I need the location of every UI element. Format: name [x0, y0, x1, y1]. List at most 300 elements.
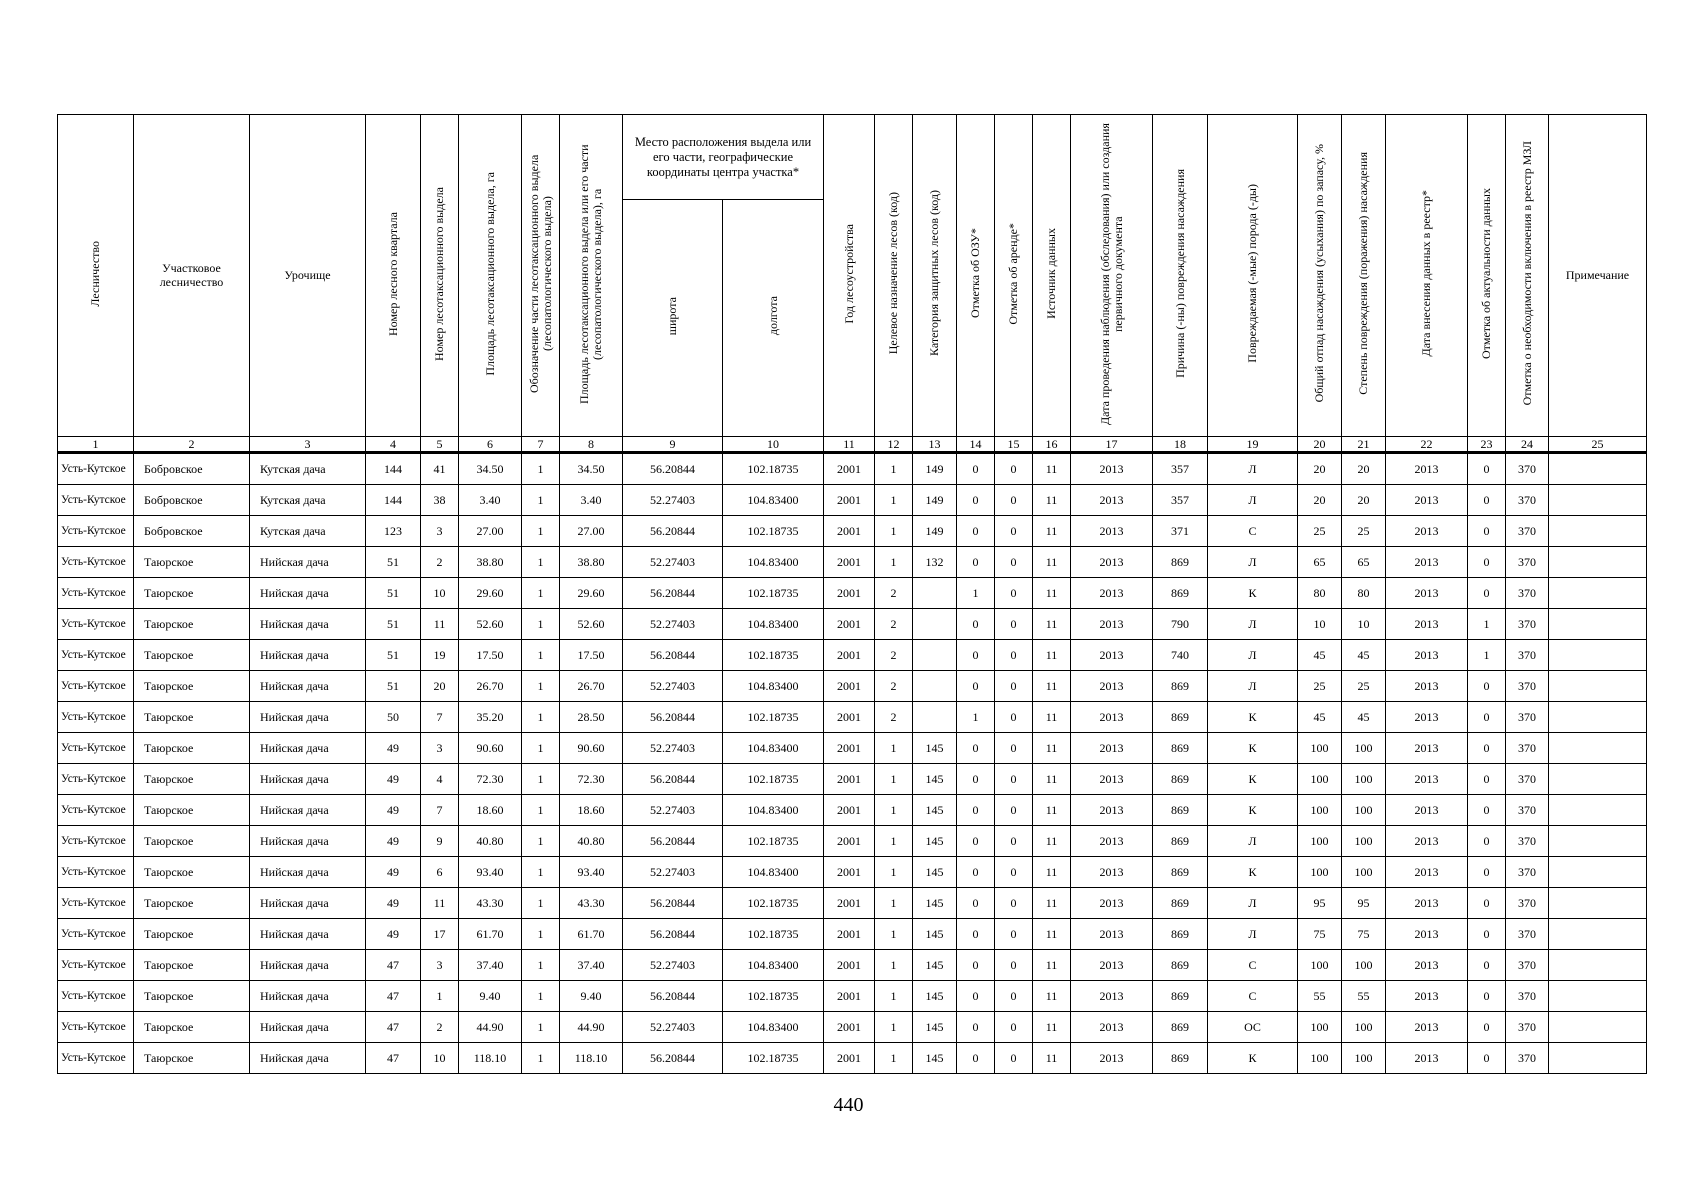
table-cell: 102.18735 — [723, 1043, 824, 1074]
table-cell: Таюрское — [134, 764, 250, 795]
table-cell: 55 — [1298, 981, 1342, 1012]
table-cell: Нийская дача — [250, 578, 366, 609]
table-cell: 4 — [421, 764, 459, 795]
table-cell: Усть-Кутское — [58, 733, 134, 764]
table-cell: 47 — [366, 1012, 421, 1043]
table-cell: 104.83400 — [723, 733, 824, 764]
table-cell: 0 — [995, 453, 1033, 485]
table-cell: 100 — [1298, 795, 1342, 826]
table-cell: 29.60 — [560, 578, 623, 609]
table-cell: 1 — [522, 702, 560, 733]
table-cell: 145 — [913, 764, 957, 795]
table-cell: 1 — [522, 453, 560, 485]
table-cell: 1 — [875, 950, 913, 981]
table-cell — [1549, 1012, 1647, 1043]
header-istochnik-dannykh: Источник данных — [1033, 115, 1071, 437]
table-cell: К — [1208, 795, 1298, 826]
table-cell: К — [1208, 702, 1298, 733]
table-cell: 2013 — [1071, 981, 1153, 1012]
table-cell: 25 — [1342, 671, 1386, 702]
header-primechanie: Примечание — [1549, 115, 1647, 437]
table-cell: 2001 — [824, 702, 875, 733]
table-cell: 1 — [522, 764, 560, 795]
table-cell: 1 — [522, 578, 560, 609]
table-cell: 2001 — [824, 1043, 875, 1074]
table-cell: 2013 — [1071, 609, 1153, 640]
table-cell: Таюрское — [134, 950, 250, 981]
table-cell: 1 — [1468, 609, 1506, 640]
table-cell: 869 — [1153, 578, 1208, 609]
table-cell: 1 — [875, 981, 913, 1012]
table-cell: Бобровское — [134, 485, 250, 516]
forest-damage-registry-table — [57, 114, 1647, 1074]
table-cell — [913, 578, 957, 609]
table-cell: Бобровское — [134, 453, 250, 485]
table-cell: 2013 — [1071, 857, 1153, 888]
table-cell: 2013 — [1386, 609, 1468, 640]
table-cell: 49 — [366, 857, 421, 888]
table-cell: 370 — [1506, 485, 1549, 516]
table-cell: 2013 — [1386, 919, 1468, 950]
table-cell: 1 — [522, 733, 560, 764]
table-cell: Усть-Кутское — [58, 453, 134, 485]
table-cell: 0 — [1468, 981, 1506, 1012]
table-cell: 104.83400 — [723, 857, 824, 888]
table-cell — [1549, 547, 1647, 578]
table-cell: 1 — [522, 919, 560, 950]
column-number: 15 — [995, 437, 1033, 453]
table-cell: 61.70 — [560, 919, 623, 950]
table-cell: Нийская дача — [250, 826, 366, 857]
column-number: 3 — [250, 437, 366, 453]
table-cell: 132 — [913, 547, 957, 578]
table-cell: 1 — [522, 671, 560, 702]
table-cell: 0 — [957, 1043, 995, 1074]
table-cell: 2013 — [1071, 1012, 1153, 1043]
table-cell: 2013 — [1386, 981, 1468, 1012]
table-cell: 869 — [1153, 857, 1208, 888]
table-cell: 2013 — [1071, 888, 1153, 919]
table-cell: 1 — [875, 857, 913, 888]
table-cell: Таюрское — [134, 733, 250, 764]
table-cell: 2013 — [1071, 578, 1153, 609]
table-cell: 2001 — [824, 857, 875, 888]
table-cell: 34.50 — [560, 453, 623, 485]
table-cell: 1 — [875, 516, 913, 547]
table-cell: Таюрское — [134, 547, 250, 578]
table-cell: 2 — [875, 578, 913, 609]
column-number: 10 — [723, 437, 824, 453]
table-cell: 0 — [957, 671, 995, 702]
table-cell: 2013 — [1071, 733, 1153, 764]
table-cell: 2013 — [1071, 453, 1153, 485]
table-cell: 0 — [995, 578, 1033, 609]
table-cell: 17 — [421, 919, 459, 950]
table-cell: 20 — [1298, 453, 1342, 485]
table-cell: Нийская дача — [250, 950, 366, 981]
table-cell: 2001 — [824, 733, 875, 764]
table-cell: 56.20844 — [623, 919, 723, 950]
table-cell: 2001 — [824, 826, 875, 857]
table-cell: 55 — [1342, 981, 1386, 1012]
table-cell: 9 — [421, 826, 459, 857]
table-cell: Нийская дача — [250, 733, 366, 764]
table-cell: С — [1208, 516, 1298, 547]
table-row — [58, 516, 1647, 547]
table-cell: 1 — [875, 485, 913, 516]
table-cell: 104.83400 — [723, 547, 824, 578]
table-row — [58, 453, 1647, 485]
table-cell: 0 — [1468, 578, 1506, 609]
table-cell: 52.27403 — [623, 1012, 723, 1043]
table-cell: 100 — [1342, 950, 1386, 981]
table-cell: 56.20844 — [623, 888, 723, 919]
column-number: 20 — [1298, 437, 1342, 453]
table-cell: 56.20844 — [623, 1043, 723, 1074]
table-cell: 145 — [913, 950, 957, 981]
table-cell: 2013 — [1386, 1012, 1468, 1043]
header-god-lesoustroystva: Год лесоустройства — [824, 115, 875, 437]
header-shirota: широта — [623, 200, 723, 437]
header-ploshchad-chasti: Площадь лесотаксационного выдела или его части (лесопатологического выдела), га — [560, 115, 623, 437]
table-cell: С — [1208, 981, 1298, 1012]
table-cell: 11 — [1033, 888, 1071, 919]
table-cell: 104.83400 — [723, 1012, 824, 1043]
table-cell: 740 — [1153, 640, 1208, 671]
table-cell: 2001 — [824, 609, 875, 640]
table-cell: Усть-Кутское — [58, 640, 134, 671]
table-cell: 869 — [1153, 702, 1208, 733]
table-cell: 38.80 — [459, 547, 522, 578]
table-cell: 56.20844 — [623, 453, 723, 485]
table-cell: 20 — [1342, 453, 1386, 485]
table-cell: Нийская дача — [250, 981, 366, 1012]
table-cell: Нийская дача — [250, 857, 366, 888]
table-cell: 790 — [1153, 609, 1208, 640]
table-cell: 869 — [1153, 795, 1208, 826]
table-cell: 2013 — [1071, 764, 1153, 795]
table-cell: Л — [1208, 453, 1298, 485]
table-cell: 1 — [957, 702, 995, 733]
table-cell: 144 — [366, 453, 421, 485]
table-cell: 2013 — [1071, 640, 1153, 671]
table-cell: 104.83400 — [723, 485, 824, 516]
table-cell: Таюрское — [134, 1012, 250, 1043]
table-cell: 0 — [995, 950, 1033, 981]
table-cell: 0 — [1468, 950, 1506, 981]
table-cell: 102.18735 — [723, 578, 824, 609]
table-cell: 0 — [957, 640, 995, 671]
table-cell: 27.00 — [459, 516, 522, 547]
table-cell: 1 — [522, 981, 560, 1012]
table-cell: 102.18735 — [723, 640, 824, 671]
table-cell — [1549, 826, 1647, 857]
table-cell: 25 — [1342, 516, 1386, 547]
table-cell: Л — [1208, 919, 1298, 950]
table-row — [58, 857, 1647, 888]
table-cell: 2 — [875, 609, 913, 640]
table-cell: 11 — [1033, 857, 1071, 888]
table-row — [58, 671, 1647, 702]
table-cell: 93.40 — [560, 857, 623, 888]
table-cell: 1 — [522, 888, 560, 919]
table-cell: 0 — [957, 919, 995, 950]
table-cell: 25 — [1298, 671, 1342, 702]
table-cell: 1 — [522, 640, 560, 671]
table-cell: Кутская дача — [250, 485, 366, 516]
table-cell: 0 — [957, 950, 995, 981]
table-cell: 45 — [1298, 640, 1342, 671]
table-cell: 0 — [995, 547, 1033, 578]
table-cell: Бобровское — [134, 516, 250, 547]
table-cell: 2001 — [824, 547, 875, 578]
column-number: 12 — [875, 437, 913, 453]
table-cell: К — [1208, 764, 1298, 795]
table-cell: Усть-Кутское — [58, 888, 134, 919]
table-cell: 0 — [957, 609, 995, 640]
table-cell: 65 — [1298, 547, 1342, 578]
header-data-vneseniya: Дата внесения данных в реестр* — [1386, 115, 1468, 437]
table-cell: 65 — [1342, 547, 1386, 578]
table-cell: 11 — [1033, 1012, 1071, 1043]
table-cell: 51 — [366, 671, 421, 702]
table-cell: 2013 — [1386, 764, 1468, 795]
table-cell: 145 — [913, 795, 957, 826]
table-cell: 19 — [421, 640, 459, 671]
table-cell: 7 — [421, 702, 459, 733]
table-cell: 0 — [995, 671, 1033, 702]
table-cell: 100 — [1342, 826, 1386, 857]
header-dolgota: долгота — [723, 200, 824, 437]
table-cell: 2 — [875, 671, 913, 702]
table-cell: 80 — [1342, 578, 1386, 609]
table-cell: 2013 — [1386, 702, 1468, 733]
table-cell: 52.27403 — [623, 485, 723, 516]
table-cell: 50 — [366, 702, 421, 733]
table-cell: 0 — [957, 795, 995, 826]
table-cell: Усть-Кутское — [58, 547, 134, 578]
table-cell: Таюрское — [134, 609, 250, 640]
table-cell: 0 — [1468, 733, 1506, 764]
table-cell: 0 — [1468, 1012, 1506, 1043]
table-cell: 56.20844 — [623, 640, 723, 671]
table-cell: 20 — [421, 671, 459, 702]
table-cell: 145 — [913, 919, 957, 950]
table-cell: 47 — [366, 1043, 421, 1074]
table-row — [58, 578, 1647, 609]
table-cell: ОС — [1208, 1012, 1298, 1043]
header-otmetka-aktualnosti: Отметка об актуальности данных — [1468, 115, 1506, 437]
table-cell: 26.70 — [459, 671, 522, 702]
table-cell: 28.50 — [560, 702, 623, 733]
table-cell — [1549, 640, 1647, 671]
table-cell: 869 — [1153, 1043, 1208, 1074]
table-cell — [1549, 609, 1647, 640]
table-cell: 0 — [957, 1012, 995, 1043]
table-cell: 370 — [1506, 764, 1549, 795]
table-cell: 2001 — [824, 453, 875, 485]
column-number: 7 — [522, 437, 560, 453]
table-cell: 0 — [1468, 671, 1506, 702]
table-row — [58, 919, 1647, 950]
table-cell: 56.20844 — [623, 702, 723, 733]
table-cell: 869 — [1153, 1012, 1208, 1043]
table-cell: 118.10 — [459, 1043, 522, 1074]
table-row — [58, 702, 1647, 733]
table-cell — [1549, 950, 1647, 981]
table-row — [58, 547, 1647, 578]
table-cell: 11 — [1033, 826, 1071, 857]
table-cell: Таюрское — [134, 795, 250, 826]
table-cell: 49 — [366, 888, 421, 919]
table-cell: 11 — [1033, 640, 1071, 671]
table-cell: 18.60 — [560, 795, 623, 826]
table-cell: 149 — [913, 453, 957, 485]
table-cell: 11 — [1033, 485, 1071, 516]
table-cell: 0 — [995, 919, 1033, 950]
table-cell: 2013 — [1386, 888, 1468, 919]
table-cell: 11 — [1033, 981, 1071, 1012]
table-cell: 370 — [1506, 516, 1549, 547]
column-number: 2 — [134, 437, 250, 453]
table-cell: Таюрское — [134, 578, 250, 609]
table-cell: 2013 — [1386, 733, 1468, 764]
table-cell: 104.83400 — [723, 795, 824, 826]
table-cell: 2013 — [1071, 795, 1153, 826]
table-cell: 7 — [421, 795, 459, 826]
table-cell: 2013 — [1386, 671, 1468, 702]
table-cell: 145 — [913, 888, 957, 919]
table-cell: Усть-Кутское — [58, 1012, 134, 1043]
table-cell: 43.30 — [560, 888, 623, 919]
table-cell: 43.30 — [459, 888, 522, 919]
table-cell: 80 — [1298, 578, 1342, 609]
table-cell: 2013 — [1071, 516, 1153, 547]
table-cell: 2001 — [824, 888, 875, 919]
table-cell: 72.30 — [459, 764, 522, 795]
table-cell: Нийская дача — [250, 919, 366, 950]
column-number: 4 — [366, 437, 421, 453]
table-cell: 0 — [995, 516, 1033, 547]
table-cell — [1549, 919, 1647, 950]
table-cell: 11 — [1033, 516, 1071, 547]
table-cell: Усть-Кутское — [58, 485, 134, 516]
table-cell: 10 — [421, 578, 459, 609]
table-cell: 2001 — [824, 485, 875, 516]
header-uchastkovoe: Участковое лесничество — [134, 115, 250, 437]
table-cell — [1549, 453, 1647, 485]
table-cell: Нийская дача — [250, 888, 366, 919]
table-cell: Усть-Кутское — [58, 702, 134, 733]
table-cell: 35.20 — [459, 702, 522, 733]
table-cell: 2001 — [824, 795, 875, 826]
table-cell: 0 — [957, 485, 995, 516]
table-cell: 51 — [366, 578, 421, 609]
table-cell: 370 — [1506, 578, 1549, 609]
table-cell: 25 — [1298, 516, 1342, 547]
table-cell: Л — [1208, 609, 1298, 640]
table-cell: 2001 — [824, 981, 875, 1012]
table-cell: Л — [1208, 671, 1298, 702]
table-cell: 3 — [421, 516, 459, 547]
table-cell: Л — [1208, 826, 1298, 857]
table-cell: 869 — [1153, 826, 1208, 857]
table-cell: К — [1208, 578, 1298, 609]
table-cell — [913, 671, 957, 702]
table-cell: Л — [1208, 888, 1298, 919]
table-cell: 52.27403 — [623, 609, 723, 640]
table-cell: 145 — [913, 981, 957, 1012]
table-cell: 0 — [957, 547, 995, 578]
table-cell: 370 — [1506, 981, 1549, 1012]
table-row — [58, 485, 1647, 516]
table-cell: 0 — [957, 888, 995, 919]
table-cell: 1 — [522, 795, 560, 826]
table-cell: 52.27403 — [623, 671, 723, 702]
table-cell: 2013 — [1386, 857, 1468, 888]
table-cell: 102.18735 — [723, 826, 824, 857]
header-tselevoe-naznachenie: Целевое назначение лесов (код) — [875, 115, 913, 437]
table-cell: 370 — [1506, 702, 1549, 733]
table-cell: 38 — [421, 485, 459, 516]
table-cell: 37.40 — [560, 950, 623, 981]
table-cell: 102.18735 — [723, 764, 824, 795]
table-row — [58, 888, 1647, 919]
table-cell: 357 — [1153, 453, 1208, 485]
table-cell: 1 — [522, 609, 560, 640]
table-cell — [1549, 516, 1647, 547]
table-cell: 370 — [1506, 640, 1549, 671]
table-cell — [1549, 671, 1647, 702]
header-prichina-povrezhdeniya: Причина (-ны) повреждения насаждения — [1153, 115, 1208, 437]
table-cell: 0 — [995, 485, 1033, 516]
table-cell: 1 — [875, 733, 913, 764]
column-number: 24 — [1506, 437, 1549, 453]
table-cell: 51 — [366, 640, 421, 671]
table-cell: Усть-Кутское — [58, 919, 134, 950]
table-cell: 56.20844 — [623, 516, 723, 547]
table-cell: 26.70 — [560, 671, 623, 702]
table-cell: Кутская дача — [250, 516, 366, 547]
table-cell: Л — [1208, 547, 1298, 578]
table-cell: 145 — [913, 733, 957, 764]
table-cell: 149 — [913, 516, 957, 547]
table-row — [58, 609, 1647, 640]
table-cell: 1 — [875, 826, 913, 857]
table-cell: 2013 — [1386, 826, 1468, 857]
table-cell: 0 — [995, 981, 1033, 1012]
table-cell: 1 — [875, 919, 913, 950]
table-cell: 102.18735 — [723, 516, 824, 547]
table-cell: 144 — [366, 485, 421, 516]
table-cell: 102.18735 — [723, 888, 824, 919]
column-number: 1 — [58, 437, 134, 453]
table-cell: Усть-Кутское — [58, 578, 134, 609]
table-cell: 2013 — [1071, 919, 1153, 950]
column-number: 22 — [1386, 437, 1468, 453]
table-cell: 0 — [995, 1012, 1033, 1043]
table-cell: 17.50 — [459, 640, 522, 671]
table-cell: 0 — [995, 1043, 1033, 1074]
table-cell: 0 — [995, 609, 1033, 640]
table-cell: 100 — [1342, 1012, 1386, 1043]
table-cell: 1 — [875, 888, 913, 919]
table-cell: К — [1208, 857, 1298, 888]
table-cell: 0 — [995, 702, 1033, 733]
table-cell: Л — [1208, 640, 1298, 671]
table-cell: 145 — [913, 1043, 957, 1074]
table-cell: 100 — [1342, 1043, 1386, 1074]
